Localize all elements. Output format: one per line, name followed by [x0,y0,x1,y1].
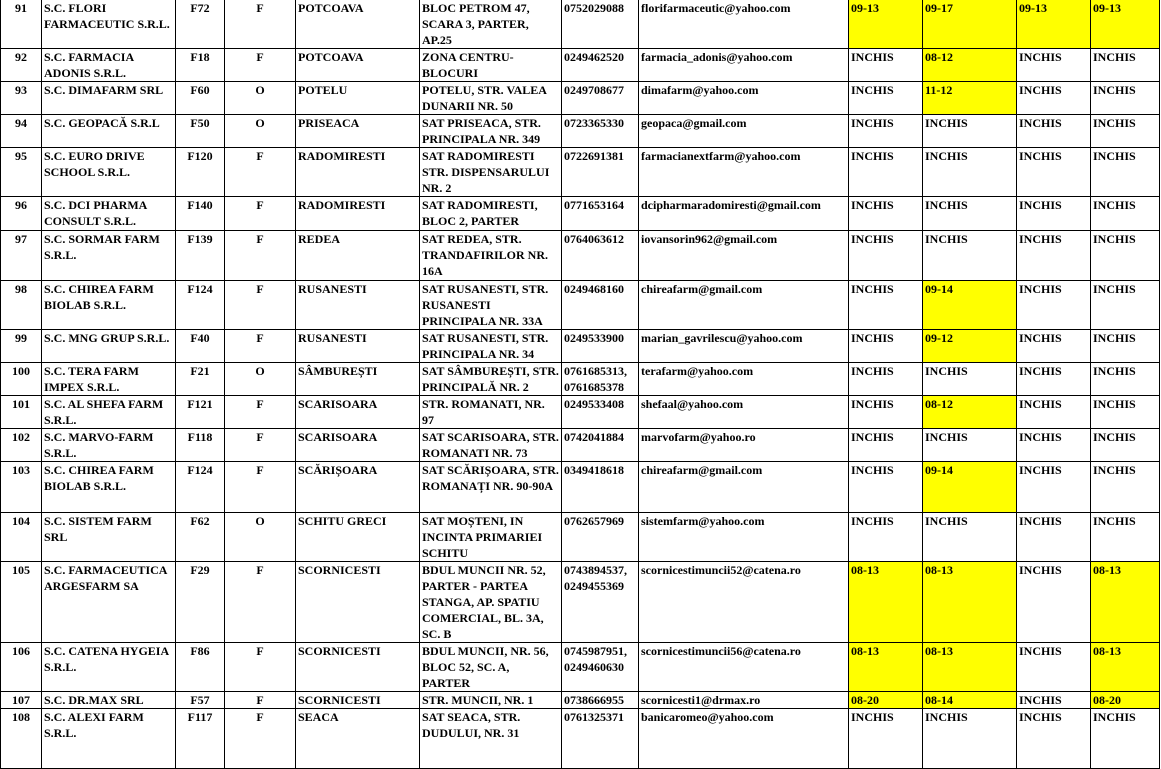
table-row [1,197,1160,231]
address-cell: SAT RUSANESTI, STR. RUSANESTI PRINCIPALA NR. 33A [420,281,562,330]
row-number-cell: 97 [1,231,42,281]
phone-cell: 0249468160 [562,281,639,330]
locality-cell: SCĂRIȘOARA [296,462,420,513]
company-name-cell: S.C. SISTEM FARM SRL [42,513,176,562]
schedule-1-cell: INCHIS [849,330,923,363]
pharmacy-type-cell: F [225,396,296,429]
schedule-1-cell: INCHIS [849,82,923,115]
row-number-cell: 103 [1,462,42,513]
row-number-cell: 91 [1,0,42,49]
address-cell: SAT SCARISOARA, STR. ROMANATI NR. 73 [420,429,562,462]
pharmacy-type-cell: F [225,429,296,462]
locality-cell: SÂMBUREȘTI [296,363,420,396]
table-row [1,148,1160,197]
schedule-1-cell: 08-13 [849,643,923,692]
locality-cell: SCARISOARA [296,396,420,429]
schedule-1-cell: INCHIS [849,429,923,462]
schedule-3-cell: 09-13 [1017,0,1091,49]
schedule-1-cell: INCHIS [849,513,923,562]
address-cell: BDUL MUNCII NR. 52, PARTER - PARTEA STANGA, AP. SPATIU COMERCIAL, BL. 3A, SC. B [420,562,562,643]
locality-cell: SCHITU GRECI [296,513,420,562]
phone-cell: 0722691381 [562,148,639,197]
pharmacy-type-cell: O [225,115,296,148]
pharmacy-code-cell: F120 [176,148,225,197]
schedule-4-cell: INCHIS [1091,197,1160,231]
locality-cell: RUSANESTI [296,330,420,363]
phone-cell: 0249533408 [562,396,639,429]
schedule-2-cell: INCHIS [923,231,1017,281]
pharmacy-type-cell: O [225,513,296,562]
row-number-cell: 105 [1,562,42,643]
email-cell: scornicestimuncii52@catena.ro [639,562,849,643]
schedule-1-cell: 08-13 [849,562,923,643]
address-cell: STR. ROMANATI, NR. 97 [420,396,562,429]
phone-cell: 0745987951, 0249460630 [562,643,639,692]
table-row [1,643,1160,692]
schedule-1-cell: INCHIS [849,363,923,396]
company-name-cell: S.C. FARMACIA ADONIS S.R.L. [42,49,176,82]
pharmacy-type-cell: O [225,82,296,115]
email-cell: geopaca@gmail.com [639,115,849,148]
table-row [1,231,1160,281]
row-number-cell: 102 [1,429,42,462]
schedule-3-cell: INCHIS [1017,462,1091,513]
phone-cell: 0249708677 [562,82,639,115]
schedule-4-cell: 08-20 [1091,692,1160,709]
schedule-3-cell: INCHIS [1017,513,1091,562]
email-cell: shefaal@yahoo.com [639,396,849,429]
pharmacy-code-cell: F86 [176,643,225,692]
pharmacy-type-cell: F [225,0,296,49]
company-name-cell: S.C. TERA FARM IMPEX S.R.L. [42,363,176,396]
row-number-cell: 96 [1,197,42,231]
phone-cell: 0743894537, 0249455369 [562,562,639,643]
pharmacy-code-cell: F40 [176,330,225,363]
phone-cell: 0738666955 [562,692,639,709]
schedule-1-cell: INCHIS [849,231,923,281]
company-name-cell: S.C. CHIREA FARM BIOLAB S.R.L. [42,281,176,330]
schedule-1-cell: 08-20 [849,692,923,709]
address-cell: SAT REDEA, STR. TRANDAFIRILOR NR. 16A [420,231,562,281]
schedule-2-cell: 08-13 [923,643,1017,692]
schedule-1-cell: INCHIS [849,115,923,148]
table-row [1,0,1160,49]
schedule-4-cell: INCHIS [1091,462,1160,513]
schedule-3-cell: INCHIS [1017,49,1091,82]
address-cell: SAT PRISEACA, STR. PRINCIPALA NR. 349 [420,115,562,148]
company-name-cell: S.C. CATENA HYGEIA S.R.L. [42,643,176,692]
row-number-cell: 92 [1,49,42,82]
schedule-1-cell: INCHIS [849,396,923,429]
company-name-cell: S.C. DIMAFARM SRL [42,82,176,115]
locality-cell: SCORNICESTI [296,692,420,709]
schedule-2-cell: 08-12 [923,49,1017,82]
table-row [1,281,1160,330]
row-number-cell: 94 [1,115,42,148]
schedule-3-cell: INCHIS [1017,643,1091,692]
pharmacy-type-cell: F [225,148,296,197]
locality-cell: POTCOAVA [296,0,420,49]
company-name-cell: S.C. FLORI FARMACEUTIC S.R.L. [42,0,176,49]
address-cell: BLOC PETROM 47, SCARA 3, PARTER, AP.25 [420,0,562,49]
schedule-2-cell: INCHIS [923,197,1017,231]
pharmacy-code-cell: F62 [176,513,225,562]
schedule-4-cell: INCHIS [1091,429,1160,462]
company-name-cell: S.C. CHIREA FARM BIOLAB S.R.L. [42,462,176,513]
address-cell: SAT MOȘTENI, IN INCINTA PRIMARIEI SCHITU [420,513,562,562]
pharmacy-type-cell: O [225,363,296,396]
schedule-2-cell: 09-14 [923,462,1017,513]
schedule-4-cell: INCHIS [1091,82,1160,115]
phone-cell: 0249462520 [562,49,639,82]
company-name-cell: S.C. FARMACEUTICA ARGESFARM SA [42,562,176,643]
email-cell: chireafarm@gmail.com [639,462,849,513]
schedule-4-cell: 09-13 [1091,0,1160,49]
email-cell: iovansorin962@gmail.com [639,231,849,281]
pharmacy-type-cell: F [225,281,296,330]
phone-cell: 0762657969 [562,513,639,562]
locality-cell: SCORNICESTI [296,643,420,692]
table-row [1,513,1160,562]
row-number-cell: 99 [1,330,42,363]
locality-cell: RADOMIRESTI [296,148,420,197]
schedule-2-cell: INCHIS [923,115,1017,148]
schedule-2-cell: 08-14 [923,692,1017,709]
pharmacy-type-cell: F [225,562,296,643]
schedule-4-cell: 08-13 [1091,643,1160,692]
phone-cell: 0764063612 [562,231,639,281]
row-number-cell: 104 [1,513,42,562]
pharmacy-type-cell: F [225,231,296,281]
address-cell: SAT SÂMBUREȘTI, STR. PRINCIPALĂ NR. 2 [420,363,562,396]
schedule-1-cell: INCHIS [849,197,923,231]
schedule-2-cell: INCHIS [923,513,1017,562]
pharmacy-type-cell: F [225,643,296,692]
company-name-cell: S.C. EURO DRIVE SCHOOL S.R.L. [42,148,176,197]
schedule-2-cell: INCHIS [923,148,1017,197]
schedule-4-cell: INCHIS [1091,513,1160,562]
email-cell: sistemfarm@yahoo.com [639,513,849,562]
pharmacy-type-cell: F [225,330,296,363]
table-row [1,115,1160,148]
email-cell: scornicestimuncii56@catena.ro [639,643,849,692]
schedule-3-cell: INCHIS [1017,330,1091,363]
table-row [1,82,1160,115]
phone-cell: 0249533900 [562,330,639,363]
schedule-2-cell: 09-12 [923,330,1017,363]
email-cell: banicaromeo@yahoo.com [639,709,849,769]
schedule-4-cell: INCHIS [1091,396,1160,429]
table-row [1,330,1160,363]
schedule-3-cell: INCHIS [1017,692,1091,709]
locality-cell: POTCOAVA [296,49,420,82]
address-cell: SAT RADOMIRESTI STR. DISPENSARULUI NR. 2 [420,148,562,197]
company-name-cell: S.C. AL SHEFA FARM S.R.L. [42,396,176,429]
schedule-2-cell: INCHIS [923,709,1017,769]
schedule-3-cell: INCHIS [1017,281,1091,330]
schedule-3-cell: INCHIS [1017,82,1091,115]
phone-cell: 0742041884 [562,429,639,462]
schedule-3-cell: INCHIS [1017,429,1091,462]
email-cell: florifarmaceutic@yahoo.com [639,0,849,49]
schedule-4-cell: INCHIS [1091,330,1160,363]
schedule-1-cell: INCHIS [849,148,923,197]
table-row [1,692,1160,709]
company-name-cell: S.C. DR.MAX SRL [42,692,176,709]
schedule-2-cell: INCHIS [923,429,1017,462]
table-row [1,49,1160,82]
company-name-cell: S.C. MARVO-FARM S.R.L. [42,429,176,462]
address-cell: ZONA CENTRU-BLOCURI [420,49,562,82]
email-cell: marian_gavrilescu@yahoo.com [639,330,849,363]
locality-cell: RUSANESTI [296,281,420,330]
pharmacy-code-cell: F139 [176,231,225,281]
table-row [1,562,1160,643]
row-number-cell: 95 [1,148,42,197]
company-name-cell: S.C. ALEXI FARM S.R.L. [42,709,176,769]
pharmacy-code-cell: F21 [176,363,225,396]
pharmacy-code-cell: F121 [176,396,225,429]
schedule-1-cell: 09-13 [849,0,923,49]
pharmacy-code-cell: F29 [176,562,225,643]
pharmacy-code-cell: F60 [176,82,225,115]
schedule-3-cell: INCHIS [1017,197,1091,231]
address-cell: BDUL MUNCII, NR. 56, BLOC 52, SC. A, PARTER [420,643,562,692]
schedule-2-cell: 09-17 [923,0,1017,49]
row-number-cell: 98 [1,281,42,330]
table-row [1,396,1160,429]
locality-cell: SCORNICESTI [296,562,420,643]
email-cell: farmacianextfarm@yahoo.com [639,148,849,197]
schedule-3-cell: INCHIS [1017,363,1091,396]
row-number-cell: 108 [1,709,42,769]
schedule-4-cell: INCHIS [1091,363,1160,396]
pharmacy-code-cell: F50 [176,115,225,148]
locality-cell: SEACA [296,709,420,769]
phone-cell: 0761685313, 0761685378 [562,363,639,396]
pharmacy-type-cell: F [225,692,296,709]
company-name-cell: S.C. GEOPACĂ S.R.L [42,115,176,148]
schedule-3-cell: INCHIS [1017,562,1091,643]
pharmacy-type-cell: F [225,197,296,231]
email-cell: terafarm@yahoo.com [639,363,849,396]
pharmacy-type-cell: F [225,462,296,513]
schedule-2-cell: INCHIS [923,363,1017,396]
email-cell: chireafarm@gmail.com [639,281,849,330]
row-number-cell: 107 [1,692,42,709]
schedule-3-cell: INCHIS [1017,115,1091,148]
schedule-1-cell: INCHIS [849,49,923,82]
pharmacy-type-cell: F [225,49,296,82]
schedule-3-cell: INCHIS [1017,148,1091,197]
schedule-2-cell: 08-13 [923,562,1017,643]
schedule-4-cell: INCHIS [1091,709,1160,769]
row-number-cell: 106 [1,643,42,692]
locality-cell: RADOMIRESTI [296,197,420,231]
locality-cell: PRISEACA [296,115,420,148]
phone-cell: 0723365330 [562,115,639,148]
schedule-4-cell: INCHIS [1091,49,1160,82]
row-number-cell: 100 [1,363,42,396]
pharmacy-code-cell: F118 [176,429,225,462]
schedule-3-cell: INCHIS [1017,231,1091,281]
email-cell: marvofarm@yahoo.ro [639,429,849,462]
table-body [1,0,1160,769]
schedule-4-cell: 08-13 [1091,562,1160,643]
pharmacy-code-cell: F140 [176,197,225,231]
pharmacy-code-cell: F124 [176,462,225,513]
email-cell: scornicesti1@drmax.ro [639,692,849,709]
schedule-4-cell: INCHIS [1091,231,1160,281]
company-name-cell: S.C. SORMAR FARM S.R.L. [42,231,176,281]
pharmacy-type-cell: F [225,709,296,769]
address-cell: SAT SEACA, STR. DUDULUI, NR. 31 [420,709,562,769]
schedule-1-cell: INCHIS [849,709,923,769]
address-cell: SAT SCĂRIȘOARA, STR. ROMANAȚI NR. 90-90A [420,462,562,513]
schedule-4-cell: INCHIS [1091,281,1160,330]
address-cell: SAT RADOMIRESTI, BLOC 2, PARTER [420,197,562,231]
row-number-cell: 101 [1,396,42,429]
locality-cell: REDEA [296,231,420,281]
locality-cell: POTELU [296,82,420,115]
phone-cell: 0771653164 [562,197,639,231]
email-cell: dcipharmaradomiresti@gmail.com [639,197,849,231]
phone-cell: 0752029088 [562,0,639,49]
pharmacy-code-cell: F18 [176,49,225,82]
email-cell: dimafarm@yahoo.com [639,82,849,115]
address-cell: POTELU, STR. VALEA DUNARII NR. 50 [420,82,562,115]
pharmacy-code-cell: F72 [176,0,225,49]
pharmacy-code-cell: F57 [176,692,225,709]
schedule-3-cell: INCHIS [1017,396,1091,429]
phone-cell: 0349418618 [562,462,639,513]
company-name-cell: S.C. MNG GRUP S.R.L. [42,330,176,363]
company-name-cell: S.C. DCI PHARMA CONSULT S.R.L. [42,197,176,231]
schedule-4-cell: INCHIS [1091,148,1160,197]
table-row [1,462,1160,513]
schedule-1-cell: INCHIS [849,281,923,330]
schedule-1-cell: INCHIS [849,462,923,513]
email-cell: farmacia_adonis@yahoo.com [639,49,849,82]
schedule-2-cell: 11-12 [923,82,1017,115]
pharmacy-code-cell: F124 [176,281,225,330]
address-cell: SAT RUSANESTI, STR. PRINCIPALA NR. 34 [420,330,562,363]
schedule-3-cell: INCHIS [1017,709,1091,769]
address-cell: STR. MUNCII, NR. 1 [420,692,562,709]
schedule-2-cell: 08-12 [923,396,1017,429]
table-row [1,429,1160,462]
table-row [1,363,1160,396]
row-number-cell: 93 [1,82,42,115]
phone-cell: 0761325371 [562,709,639,769]
schedule-4-cell: INCHIS [1091,115,1160,148]
schedule-2-cell: 09-14 [923,281,1017,330]
locality-cell: SCARISOARA [296,429,420,462]
pharmacy-code-cell: F117 [176,709,225,769]
